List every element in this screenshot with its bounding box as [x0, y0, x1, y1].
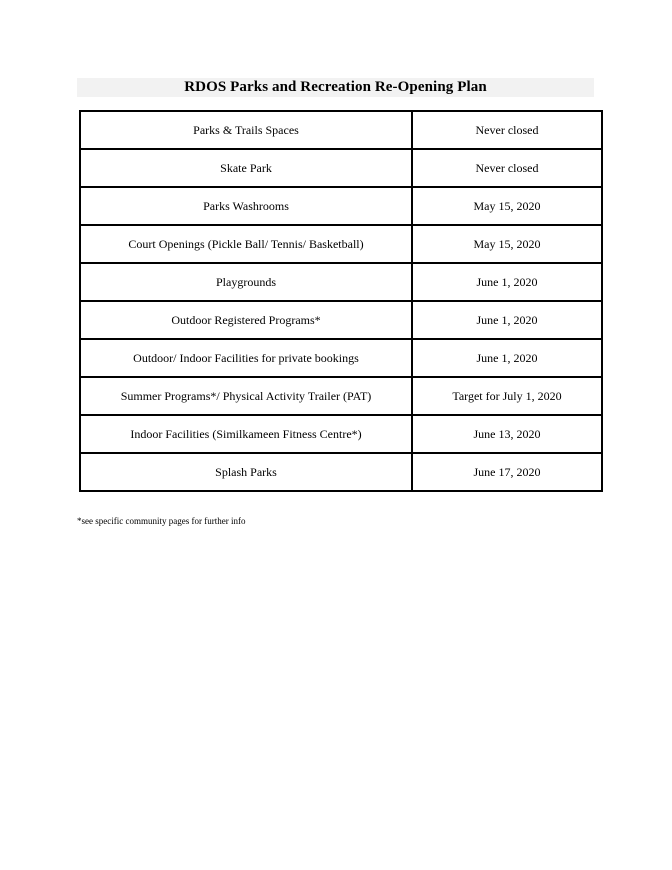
table-row	[80, 149, 602, 187]
table-row	[80, 263, 602, 301]
facility-cell: Court Openings (Pickle Ball/ Tennis/ Basketball)	[80, 225, 412, 263]
date-cell: June 17, 2020	[412, 453, 602, 491]
page-title: RDOS Parks and Recreation Re-Opening Plan	[77, 78, 594, 97]
table-row	[80, 225, 602, 263]
table-row	[80, 187, 602, 225]
facility-cell: Skate Park	[80, 149, 412, 187]
date-cell: May 15, 2020	[412, 187, 602, 225]
facility-cell: Summer Programs*/ Physical Activity Trailer (PAT)	[80, 377, 412, 415]
table-row	[80, 301, 602, 339]
date-cell: June 1, 2020	[412, 301, 602, 339]
facility-cell: Parks & Trails Spaces	[80, 111, 412, 149]
facility-cell: Outdoor Registered Programs*	[80, 301, 412, 339]
date-cell: May 15, 2020	[412, 225, 602, 263]
table-row	[80, 415, 602, 453]
table-row	[80, 339, 602, 377]
facility-cell: Parks Washrooms	[80, 187, 412, 225]
date-cell: Never closed	[412, 111, 602, 149]
footnote: *see specific community pages for further info	[77, 516, 246, 526]
table-row	[80, 377, 602, 415]
table-row	[80, 453, 602, 491]
facility-cell: Playgrounds	[80, 263, 412, 301]
reopening-table	[79, 110, 603, 492]
facility-cell: Outdoor/ Indoor Facilities for private bookings	[80, 339, 412, 377]
facility-cell: Splash Parks	[80, 453, 412, 491]
date-cell: June 1, 2020	[412, 263, 602, 301]
date-cell: Target for July 1, 2020	[412, 377, 602, 415]
date-cell: Never closed	[412, 149, 602, 187]
facility-cell: Indoor Facilities (Similkameen Fitness Centre*)	[80, 415, 412, 453]
date-cell: June 1, 2020	[412, 339, 602, 377]
table-row	[80, 111, 602, 149]
date-cell: June 13, 2020	[412, 415, 602, 453]
